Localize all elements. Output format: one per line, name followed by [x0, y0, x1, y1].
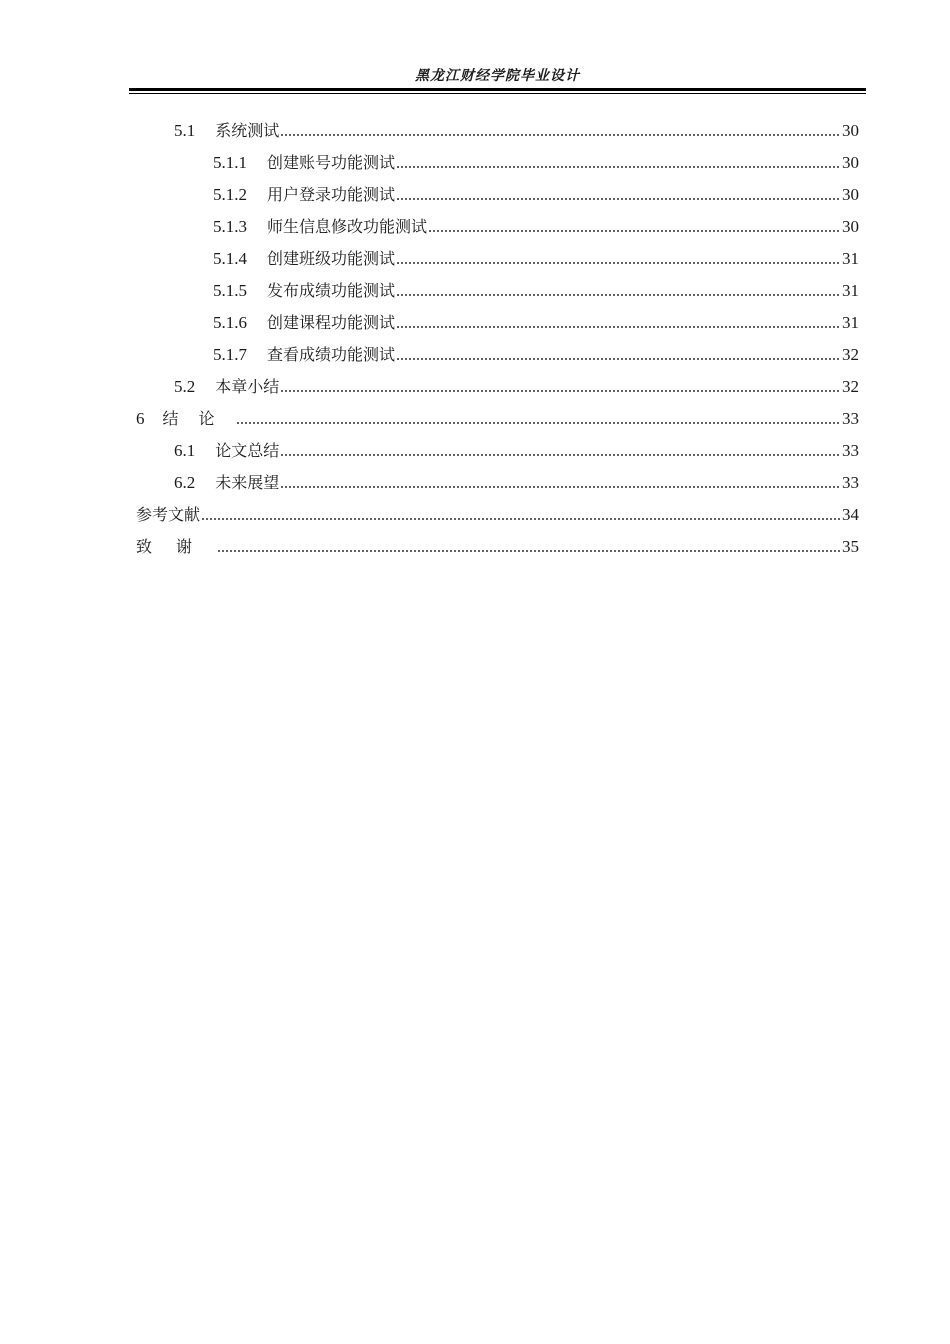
toc-leader [396, 288, 841, 302]
toc-leader [396, 352, 841, 366]
toc-number: 6 [136, 409, 145, 428]
toc-number: 5.1.2 [213, 185, 247, 204]
toc-number: 5.1 [174, 121, 196, 140]
toc-entry[interactable] [174, 467, 859, 499]
toc-leader [280, 480, 841, 494]
toc-title: 未来展望 [215, 473, 280, 492]
toc-entry[interactable] [213, 307, 859, 339]
toc-page: 32 [842, 377, 859, 396]
toc-number: 5.2 [174, 377, 196, 396]
toc-number: 5.1.6 [213, 313, 247, 332]
toc-entry[interactable] [136, 531, 859, 563]
toc-leader [396, 192, 841, 206]
toc-title: 创建课程功能测试 [267, 313, 396, 332]
toc-leader [428, 224, 841, 238]
toc-entry[interactable] [213, 339, 859, 371]
toc-title: 用户登录功能测试 [267, 185, 396, 204]
toc-number: 5.1.3 [213, 217, 247, 236]
toc-number: 6.2 [174, 473, 196, 492]
toc-title: 发布成绩功能测试 [267, 281, 396, 300]
toc-title: 查看成绩功能测试 [267, 345, 396, 364]
toc-title: 本章小结 [215, 377, 280, 396]
toc-leader [236, 416, 841, 430]
toc-leader [280, 128, 841, 142]
toc-number: 5.1.4 [213, 249, 247, 268]
header-rule-thick [129, 88, 866, 91]
toc-entry[interactable] [174, 371, 859, 403]
toc-number: 6.1 [174, 441, 196, 460]
toc-leader [396, 256, 841, 270]
toc-leader [280, 384, 841, 398]
toc-title: 参考文献 [136, 505, 201, 524]
toc-leader [280, 448, 841, 462]
toc-page: 30 [842, 153, 859, 172]
toc-number: 5.1.5 [213, 281, 247, 300]
toc-page: 30 [842, 121, 859, 140]
toc-title: 创建班级功能测试 [267, 249, 396, 268]
toc-page: 30 [842, 217, 859, 236]
toc-entry[interactable] [213, 179, 859, 211]
toc-title: 系统测试 [215, 121, 280, 140]
toc-leader [201, 512, 841, 526]
toc-number: 5.1.1 [213, 153, 247, 172]
toc-title: 论文总结 [215, 441, 280, 460]
toc-page: 34 [842, 505, 859, 524]
toc-entry[interactable] [213, 243, 859, 275]
toc-leader [217, 544, 841, 558]
toc-page: 31 [842, 281, 859, 300]
toc-entry[interactable] [136, 499, 859, 531]
toc-title: 师生信息修改功能测试 [267, 217, 428, 236]
toc-page: 31 [842, 313, 859, 332]
toc-entry[interactable] [136, 403, 859, 435]
toc-leader [396, 160, 841, 174]
toc-number: 5.1.7 [213, 345, 247, 364]
toc-page: 35 [842, 537, 859, 556]
toc-page: 33 [842, 441, 859, 460]
toc-page: 31 [842, 249, 859, 268]
toc-title: 创建账号功能测试 [267, 153, 396, 172]
toc-entry[interactable] [213, 275, 859, 307]
toc-leader [396, 320, 841, 334]
page-header-title: 黑龙江财经学院毕业设计 [415, 68, 580, 84]
toc-page: 32 [842, 345, 859, 364]
toc-page: 33 [842, 409, 859, 428]
toc-entry[interactable] [174, 435, 859, 467]
header-rule-thin [129, 93, 866, 94]
toc-page: 33 [842, 473, 859, 492]
toc-entry[interactable] [213, 147, 859, 179]
toc-entry[interactable] [174, 115, 859, 147]
toc-title: 致谢 [136, 537, 217, 556]
toc-entry[interactable] [213, 211, 859, 243]
toc-title: 结论 [162, 409, 235, 428]
toc-page: 30 [842, 185, 859, 204]
